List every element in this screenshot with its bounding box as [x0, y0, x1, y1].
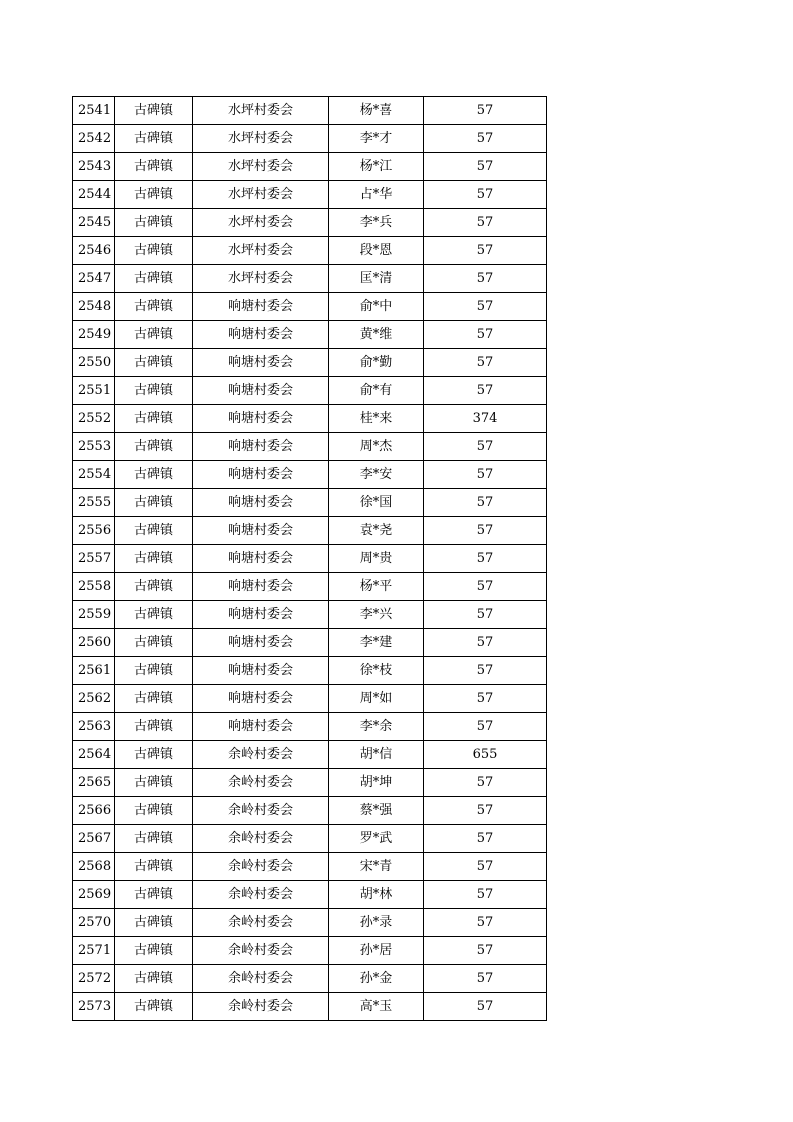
town-cell: 古碑镇 [115, 909, 193, 937]
amount-cell: 57 [424, 97, 547, 125]
village-committee-cell: 余岭村委会 [193, 769, 329, 797]
village-committee-cell: 响塘村委会 [193, 545, 329, 573]
person-name-cell: 段*恩 [329, 237, 424, 265]
table-row [73, 909, 547, 937]
table-row [73, 461, 547, 489]
table-row [73, 517, 547, 545]
table-row [73, 433, 547, 461]
person-name-cell: 俞*勤 [329, 349, 424, 377]
table-row [73, 125, 547, 153]
table-row [73, 405, 547, 433]
subsidy-table [72, 96, 547, 1021]
town-cell: 古碑镇 [115, 825, 193, 853]
village-committee-cell: 水坪村委会 [193, 125, 329, 153]
table-row [73, 629, 547, 657]
village-committee-cell: 余岭村委会 [193, 825, 329, 853]
village-committee-cell: 水坪村委会 [193, 181, 329, 209]
table-row [73, 265, 547, 293]
person-name-cell: 李*兴 [329, 601, 424, 629]
amount-cell: 57 [424, 433, 547, 461]
village-committee-cell: 响塘村委会 [193, 573, 329, 601]
village-committee-cell: 响塘村委会 [193, 489, 329, 517]
amount-cell: 57 [424, 853, 547, 881]
village-committee-cell: 响塘村委会 [193, 713, 329, 741]
amount-cell: 57 [424, 293, 547, 321]
row-number-cell: 2569 [73, 881, 115, 909]
table-row [73, 489, 547, 517]
town-cell: 古碑镇 [115, 181, 193, 209]
amount-cell: 57 [424, 377, 547, 405]
table-row [73, 853, 547, 881]
village-committee-cell: 水坪村委会 [193, 265, 329, 293]
row-number-cell: 2571 [73, 937, 115, 965]
town-cell: 古碑镇 [115, 853, 193, 881]
person-name-cell: 胡*信 [329, 741, 424, 769]
person-name-cell: 蔡*强 [329, 797, 424, 825]
table-row [73, 937, 547, 965]
table-row [73, 741, 547, 769]
person-name-cell: 徐*枝 [329, 657, 424, 685]
table-row [73, 657, 547, 685]
town-cell: 古碑镇 [115, 937, 193, 965]
row-number-cell: 2562 [73, 685, 115, 713]
village-committee-cell: 响塘村委会 [193, 657, 329, 685]
amount-cell: 57 [424, 573, 547, 601]
person-name-cell: 李*建 [329, 629, 424, 657]
row-number-cell: 2561 [73, 657, 115, 685]
village-committee-cell: 余岭村委会 [193, 881, 329, 909]
village-committee-cell: 余岭村委会 [193, 909, 329, 937]
town-cell: 古碑镇 [115, 629, 193, 657]
person-name-cell: 袁*尧 [329, 517, 424, 545]
amount-cell: 57 [424, 489, 547, 517]
amount-cell: 57 [424, 125, 547, 153]
village-committee-cell: 响塘村委会 [193, 293, 329, 321]
amount-cell: 57 [424, 657, 547, 685]
town-cell: 古碑镇 [115, 349, 193, 377]
table-body [73, 97, 547, 1021]
village-committee-cell: 响塘村委会 [193, 349, 329, 377]
person-name-cell: 俞*中 [329, 293, 424, 321]
village-committee-cell: 水坪村委会 [193, 237, 329, 265]
person-name-cell: 周*杰 [329, 433, 424, 461]
table-row [73, 181, 547, 209]
amount-cell: 655 [424, 741, 547, 769]
amount-cell: 57 [424, 797, 547, 825]
row-number-cell: 2547 [73, 265, 115, 293]
person-name-cell: 罗*武 [329, 825, 424, 853]
person-name-cell: 徐*国 [329, 489, 424, 517]
person-name-cell: 占*华 [329, 181, 424, 209]
person-name-cell: 周*贵 [329, 545, 424, 573]
town-cell: 古碑镇 [115, 153, 193, 181]
row-number-cell: 2565 [73, 769, 115, 797]
town-cell: 古碑镇 [115, 433, 193, 461]
table-row [73, 993, 547, 1021]
table-row [73, 97, 547, 125]
village-committee-cell: 响塘村委会 [193, 685, 329, 713]
town-cell: 古碑镇 [115, 685, 193, 713]
town-cell: 古碑镇 [115, 461, 193, 489]
town-cell: 古碑镇 [115, 489, 193, 517]
town-cell: 古碑镇 [115, 797, 193, 825]
village-committee-cell: 余岭村委会 [193, 937, 329, 965]
village-committee-cell: 响塘村委会 [193, 405, 329, 433]
village-committee-cell: 余岭村委会 [193, 741, 329, 769]
village-committee-cell: 响塘村委会 [193, 377, 329, 405]
table-row [73, 209, 547, 237]
table-row [73, 685, 547, 713]
row-number-cell: 2573 [73, 993, 115, 1021]
table-row [73, 713, 547, 741]
table-row [73, 293, 547, 321]
amount-cell: 374 [424, 405, 547, 433]
table-row [73, 237, 547, 265]
village-committee-cell: 水坪村委会 [193, 209, 329, 237]
town-cell: 古碑镇 [115, 713, 193, 741]
document-page [72, 96, 546, 1021]
village-committee-cell: 余岭村委会 [193, 797, 329, 825]
village-committee-cell: 余岭村委会 [193, 965, 329, 993]
village-committee-cell: 响塘村委会 [193, 461, 329, 489]
town-cell: 古碑镇 [115, 265, 193, 293]
table-row [73, 965, 547, 993]
person-name-cell: 李*兵 [329, 209, 424, 237]
table-row [73, 769, 547, 797]
town-cell: 古碑镇 [115, 209, 193, 237]
row-number-cell: 2572 [73, 965, 115, 993]
town-cell: 古碑镇 [115, 321, 193, 349]
village-committee-cell: 响塘村委会 [193, 321, 329, 349]
village-committee-cell: 响塘村委会 [193, 601, 329, 629]
person-name-cell: 俞*有 [329, 377, 424, 405]
town-cell: 古碑镇 [115, 573, 193, 601]
town-cell: 古碑镇 [115, 657, 193, 685]
person-name-cell: 宋*青 [329, 853, 424, 881]
town-cell: 古碑镇 [115, 405, 193, 433]
person-name-cell: 高*玉 [329, 993, 424, 1021]
village-committee-cell: 水坪村委会 [193, 97, 329, 125]
town-cell: 古碑镇 [115, 125, 193, 153]
row-number-cell: 2552 [73, 405, 115, 433]
village-committee-cell: 响塘村委会 [193, 433, 329, 461]
amount-cell: 57 [424, 461, 547, 489]
row-number-cell: 2551 [73, 377, 115, 405]
village-committee-cell: 响塘村委会 [193, 517, 329, 545]
amount-cell: 57 [424, 601, 547, 629]
row-number-cell: 2557 [73, 545, 115, 573]
row-number-cell: 2555 [73, 489, 115, 517]
row-number-cell: 2546 [73, 237, 115, 265]
row-number-cell: 2568 [73, 853, 115, 881]
row-number-cell: 2564 [73, 741, 115, 769]
village-committee-cell: 水坪村委会 [193, 153, 329, 181]
town-cell: 古碑镇 [115, 601, 193, 629]
town-cell: 古碑镇 [115, 97, 193, 125]
person-name-cell: 孙*录 [329, 909, 424, 937]
amount-cell: 57 [424, 629, 547, 657]
town-cell: 古碑镇 [115, 237, 193, 265]
person-name-cell: 李*余 [329, 713, 424, 741]
row-number-cell: 2567 [73, 825, 115, 853]
person-name-cell: 胡*林 [329, 881, 424, 909]
amount-cell: 57 [424, 153, 547, 181]
table-row [73, 321, 547, 349]
amount-cell: 57 [424, 265, 547, 293]
row-number-cell: 2566 [73, 797, 115, 825]
person-name-cell: 胡*坤 [329, 769, 424, 797]
person-name-cell: 杨*江 [329, 153, 424, 181]
table-row [73, 377, 547, 405]
row-number-cell: 2553 [73, 433, 115, 461]
table-row [73, 825, 547, 853]
row-number-cell: 2541 [73, 97, 115, 125]
amount-cell: 57 [424, 545, 547, 573]
amount-cell: 57 [424, 209, 547, 237]
amount-cell: 57 [424, 237, 547, 265]
row-number-cell: 2563 [73, 713, 115, 741]
table-row [73, 601, 547, 629]
row-number-cell: 2556 [73, 517, 115, 545]
amount-cell: 57 [424, 713, 547, 741]
amount-cell: 57 [424, 349, 547, 377]
town-cell: 古碑镇 [115, 293, 193, 321]
person-name-cell: 李*才 [329, 125, 424, 153]
row-number-cell: 2545 [73, 209, 115, 237]
row-number-cell: 2558 [73, 573, 115, 601]
amount-cell: 57 [424, 881, 547, 909]
row-number-cell: 2548 [73, 293, 115, 321]
person-name-cell: 桂*来 [329, 405, 424, 433]
person-name-cell: 杨*平 [329, 573, 424, 601]
person-name-cell: 孙*金 [329, 965, 424, 993]
table-row [73, 545, 547, 573]
person-name-cell: 匡*清 [329, 265, 424, 293]
town-cell: 古碑镇 [115, 377, 193, 405]
amount-cell: 57 [424, 965, 547, 993]
person-name-cell: 杨*喜 [329, 97, 424, 125]
town-cell: 古碑镇 [115, 881, 193, 909]
row-number-cell: 2554 [73, 461, 115, 489]
table-row [73, 573, 547, 601]
table-row [73, 881, 547, 909]
amount-cell: 57 [424, 825, 547, 853]
amount-cell: 57 [424, 685, 547, 713]
town-cell: 古碑镇 [115, 965, 193, 993]
table-row [73, 153, 547, 181]
row-number-cell: 2542 [73, 125, 115, 153]
person-name-cell: 黄*维 [329, 321, 424, 349]
row-number-cell: 2544 [73, 181, 115, 209]
person-name-cell: 孙*居 [329, 937, 424, 965]
amount-cell: 57 [424, 909, 547, 937]
person-name-cell: 李*安 [329, 461, 424, 489]
village-committee-cell: 余岭村委会 [193, 993, 329, 1021]
town-cell: 古碑镇 [115, 993, 193, 1021]
amount-cell: 57 [424, 937, 547, 965]
table-row [73, 349, 547, 377]
town-cell: 古碑镇 [115, 769, 193, 797]
amount-cell: 57 [424, 181, 547, 209]
town-cell: 古碑镇 [115, 517, 193, 545]
town-cell: 古碑镇 [115, 741, 193, 769]
person-name-cell: 周*如 [329, 685, 424, 713]
row-number-cell: 2543 [73, 153, 115, 181]
amount-cell: 57 [424, 517, 547, 545]
amount-cell: 57 [424, 993, 547, 1021]
village-committee-cell: 响塘村委会 [193, 629, 329, 657]
row-number-cell: 2560 [73, 629, 115, 657]
amount-cell: 57 [424, 321, 547, 349]
row-number-cell: 2549 [73, 321, 115, 349]
village-committee-cell: 余岭村委会 [193, 853, 329, 881]
table-row [73, 797, 547, 825]
town-cell: 古碑镇 [115, 545, 193, 573]
row-number-cell: 2570 [73, 909, 115, 937]
amount-cell: 57 [424, 769, 547, 797]
row-number-cell: 2559 [73, 601, 115, 629]
row-number-cell: 2550 [73, 349, 115, 377]
